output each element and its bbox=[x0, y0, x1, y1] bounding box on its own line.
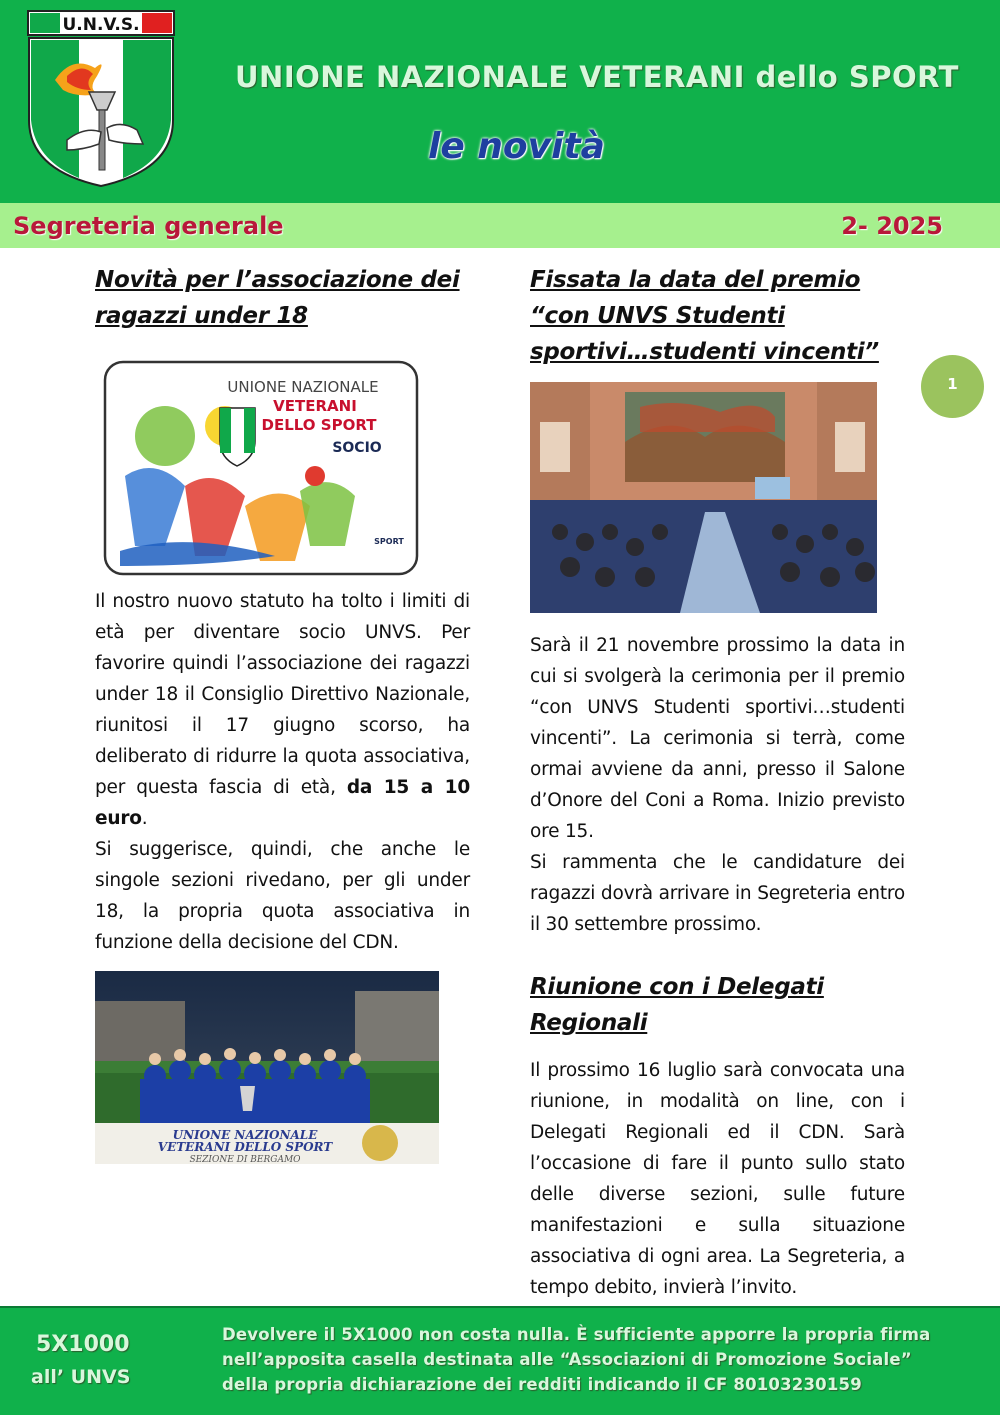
svg-text:SPORT: SPORT bbox=[374, 537, 404, 546]
svg-text:VETERANI: VETERANI bbox=[273, 397, 357, 415]
article-paragraph: Il nostro nuovo statuto ha tolto i limiti di età per diventare socio UNVS. Per favorire quindi l’associazione dei ragazzi under 18 il Consiglio Direttivo Nazionale, riunitosi il 17 giugno scorso, ha deliberato di ridurre la quota associativa, per questa fascia di età, da 15 a 10 euro. bbox=[95, 591, 470, 829]
fee-highlight: da 15 a 10 euro bbox=[95, 777, 470, 829]
logo-text: U.N.V.S. bbox=[62, 15, 140, 35]
article-delegati bbox=[530, 969, 905, 1303]
article-paragraph: Si rammenta che le candidature dei ragazzi dovrà arrivare in Segreteria entro il 30 settembre prossimo. bbox=[530, 852, 905, 935]
svg-text:DELLO SPORT: DELLO SPORT bbox=[261, 416, 377, 434]
article-title: Novità per l’associazione dei ragazzi under 18 bbox=[95, 267, 460, 329]
issue-number: 2- 2025 bbox=[841, 212, 943, 240]
organization-title: UNIONE NAZIONALE VETERANI dello SPORT bbox=[235, 60, 959, 94]
article-premio bbox=[530, 262, 905, 370]
unvs-shield-logo bbox=[27, 10, 175, 188]
footer-message: Devolvere il 5X1000 non costa nulla. È sufficiente apporre la propria firma nell’apposita casella destinata alle “Associazioni di Promozione Sociale” della propria dichiarazione dei redditi indicando il CF 80103230159 bbox=[222, 1325, 931, 1394]
svg-text:SOCIO: SOCIO bbox=[332, 440, 382, 456]
article-premio-body bbox=[530, 630, 905, 940]
membership-card-image bbox=[95, 356, 425, 578]
svg-text:UNIONE NAZIONALE: UNIONE NAZIONALE bbox=[227, 378, 379, 396]
article-under18-body bbox=[95, 586, 470, 958]
newsletter-title: le novità bbox=[428, 126, 605, 167]
article-paragraph: Si suggerisce, quindi, che anche le singole sezioni rivedano, per gli under 18, la propria quota associativa in funzione della decisione del CDN. bbox=[95, 839, 470, 953]
article-paragraph: Sarà il 21 novembre prossimo la data in cui si svolgerà la cerimonia per il premio “con UNVS Studenti sportivi…studenti vincenti”. La cerimonia si terrà, come ormai avviene da anni, presso il Salone d’Onore del Coni a Roma. Inizio previsto ore 15. bbox=[530, 635, 905, 842]
footer-sublabel: all’ UNVS bbox=[31, 1366, 131, 1388]
article-under18 bbox=[95, 262, 470, 334]
header-banner bbox=[0, 0, 1000, 203]
article-title: Riunione con i Delegati Regionali bbox=[530, 974, 824, 1036]
team-photo bbox=[95, 971, 439, 1164]
footer-5x1000 bbox=[0, 1306, 1000, 1415]
svg-text:UNIONE NAZIONALE: UNIONE NAZIONALE bbox=[172, 1128, 318, 1142]
section-bar bbox=[0, 203, 1000, 248]
ceremony-hall-photo bbox=[530, 382, 877, 613]
article-paragraph: Il prossimo 16 luglio sarà convocata una riunione, in modalità on line, con i Delegati Regionali ed il CDN. Sarà l’occasione di fare il punto sullo stato delle diverse sezioni, sulle future manifestazioni e sulla situazione associativa di ogni area. La Segreteria, a tempo debito, invierà l’invito. bbox=[530, 1060, 905, 1298]
footer-label: 5X1000 bbox=[36, 1332, 130, 1357]
svg-text:VETERANI DELLO SPORT: VETERANI DELLO SPORT bbox=[157, 1140, 333, 1154]
page-number-badge: 1 bbox=[921, 355, 984, 418]
svg-text:SEZIONE DI BERGAMO: SEZIONE DI BERGAMO bbox=[189, 1155, 301, 1164]
section-name: Segreteria generale bbox=[13, 212, 284, 240]
article-title: Fissata la data del premio “con UNVS Studenti sportivi…studenti vincenti” bbox=[530, 267, 879, 365]
